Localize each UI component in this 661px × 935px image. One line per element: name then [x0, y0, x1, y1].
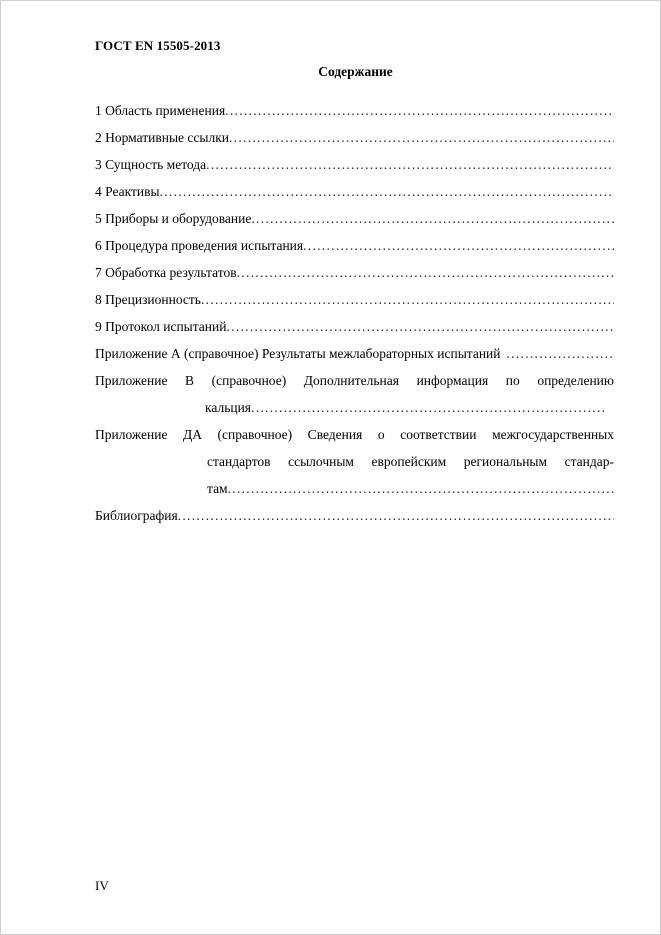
toc-item-label: 7 Обработка результатов [95, 265, 237, 280]
toc-item-label: 9 Протокол испытаний [95, 319, 227, 334]
toc-item-label-continued: стандартов ссылочным европейским региональным стандар- [207, 454, 614, 469]
dot-leader [225, 97, 614, 124]
dot-leader [229, 124, 614, 151]
toc-item-label: 4 Реактивы [95, 184, 160, 199]
dot-leader [201, 286, 614, 313]
toc-item-label-continued: кальция [205, 400, 252, 415]
toc-item-results-processing[interactable] [95, 259, 614, 286]
toc-item-label: Приложение А (справочное) Результаты межлабораторных испытаний [95, 346, 501, 361]
toc-item-scope[interactable] [95, 97, 614, 124]
dot-leader [237, 259, 614, 286]
dot-leader [226, 313, 614, 340]
dot-leader [251, 394, 604, 421]
page-number: IV [95, 878, 109, 893]
dot-leader [178, 502, 614, 529]
dot-leader [160, 178, 614, 205]
toc-item-test-report[interactable] [95, 313, 614, 340]
toc-item-bibliography[interactable] [95, 502, 614, 529]
dot-leader [228, 475, 614, 502]
toc-item-label-continued: там [207, 481, 228, 496]
toc-item-label: Приложение ДА (справочное) Сведения о соответствии межгосударственных [95, 427, 614, 442]
toc-item-apparatus[interactable] [95, 205, 614, 232]
table-of-contents [95, 97, 614, 529]
toc-item-test-procedure[interactable] [95, 232, 614, 259]
toc-item-label: 1 Область применения [95, 103, 226, 118]
dot-leader [251, 205, 614, 232]
dot-leader [303, 232, 614, 259]
toc-item-normative-references[interactable] [95, 124, 614, 151]
dot-leader [206, 151, 614, 178]
dot-leader [501, 340, 615, 367]
toc-item-precision[interactable] [95, 286, 614, 313]
toc-item-label: 5 Приборы и оборудование [95, 211, 252, 226]
toc-item-label: Приложение В (справочное) Дополнительная информация по определению [95, 373, 614, 388]
toc-item-label: 8 Прецизионность [95, 292, 201, 307]
toc-item-label: Библиография [95, 508, 178, 523]
toc-item-label: 3 Сущность метода [95, 157, 207, 172]
toc-item-annex-a[interactable] [95, 340, 614, 367]
toc-item-annex-da[interactable] [95, 421, 614, 502]
toc-item-label: 2 Нормативные ссылки [95, 130, 229, 145]
document-code: ГОСТ EN 15505-2013 [95, 38, 221, 53]
toc-item-label: 6 Процедура проведения испытания [95, 238, 304, 253]
toc-title: Содержание [318, 64, 393, 79]
toc-item-method-principle[interactable] [95, 151, 614, 178]
toc-item-reagents[interactable] [95, 178, 614, 205]
toc-item-annex-b[interactable] [95, 367, 614, 421]
